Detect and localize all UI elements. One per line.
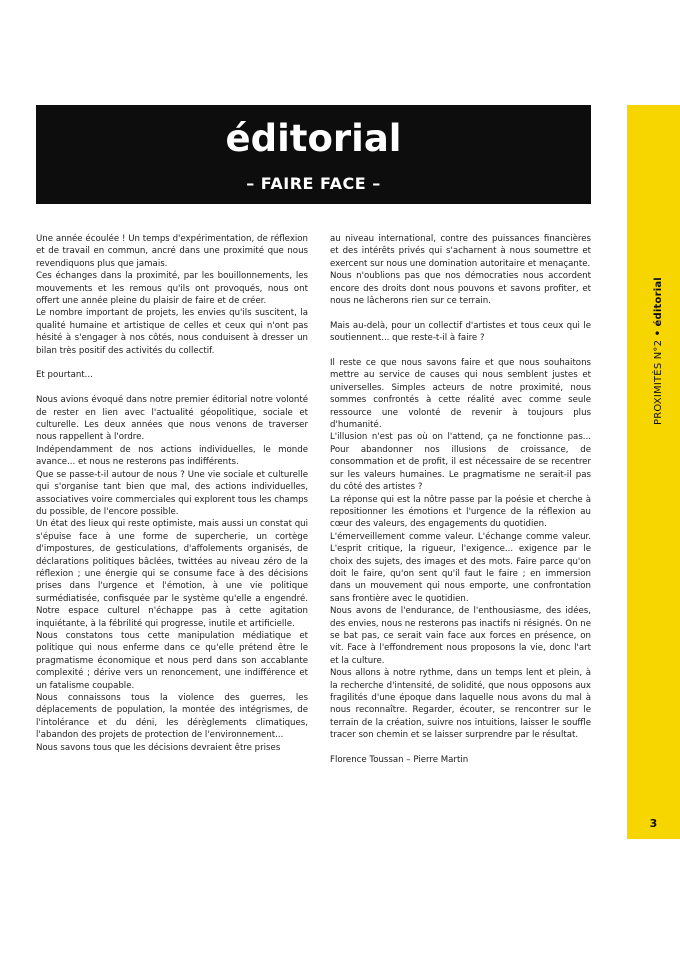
- paragraph: au niveau international, contre des puissances financières et des intérêts privés qui s'acharnent à nous soumettre et exercent sur nous une domination autoritaire et menaçante.: [330, 234, 591, 269]
- paragraph: Nous connaissons tous la violence des guerres, les déplacements de population, la montée des intégrismes, de l'intolérance et du déni, les dérèglements climatiques, l'abandon des projets de protection de l'environnement...: [36, 693, 308, 741]
- journal-name: PROXIMITÉS N°2: [653, 339, 664, 425]
- paragraph: L'émerveillement comme valeur. L'échange comme valeur. L'esprit critique, la rigueur, l'exigence... exigence par le choix des sujets, des images et des mots. Faire parce qu'on doit le faire, qu'on sent qu'il faut le faire ; en immersion dans un mouvement qui nous emporte, une confrontation sans frontière avec le quotidien.: [330, 531, 591, 604]
- paragraph-spacer: [330, 307, 591, 319]
- paragraph: Et pourtant...: [36, 370, 93, 381]
- running-header: [653, 277, 665, 425]
- separator-bullet: •: [653, 329, 664, 337]
- paragraph: Nous avons de l'endurance, de l'enthousiasme, des idées, des envies, nous ne resterons pas inactifs ni résignés. On ne se bat pas, ce serait vain face aux forces en présence, on vit. Face à l'effondrement nous proposons la vie, donc l'art et la culture.: [330, 606, 591, 666]
- paragraph: Ces échanges dans la proximité, par les bouillonnements, les mouvements et les remous qu'ils ont provoqués, nous ont offert une année pleine du plaisir de faire et de créer.: [36, 271, 308, 307]
- paragraph: Nous constatons tous cette manipulation médiatique et politique qui nous enferme dans ce qu'elle prétend être le pragmatisme économique et nous perd dans son accablante complexité ; dérive vers un renoncement, une indifférence et un fatalisme coupable.: [36, 630, 308, 691]
- editorial-header: [36, 105, 591, 204]
- paragraph-spacer: [36, 382, 308, 394]
- left-text-column: [36, 233, 308, 754]
- paragraph: Nous savons tous que les décisions devraient être prises: [36, 742, 281, 753]
- paragraph: Que se passe-t-il autour de nous ? Une vie sociale et culturelle qui s'organise tant bien que mal, des actions individuelles, associatives voire commerciales qui explorent tous les champs du possible, de l'encore possible.: [36, 469, 308, 517]
- paragraph: La réponse qui est la nôtre passe par la poésie et cherche à repositionner les émotions et l'urgence de la réflexion au cœur des valeurs, des engagements du quotidien.: [330, 494, 591, 530]
- sidebar-band: [627, 105, 680, 839]
- paragraph: Indépendamment de nos actions individuelles, le monde avance... et nous ne resterons pas indifférents.: [36, 444, 308, 468]
- right-text-column: [330, 233, 591, 766]
- paragraph: L'illusion n'est pas où on l'attend, ça ne fonctionne pas... Pour abandonner nos illusions de croissance, de consommation et de profit, il est nécessaire de se recentrer sur les valeurs humaines. Le pragmatisme ne serait-il pas du côté des artistes ?: [330, 432, 591, 493]
- page-subtitle: – FAIRE FACE –: [246, 174, 381, 193]
- paragraph: Un état des lieux qui reste optimiste, mais aussi un constat qui s'épuise face à une forme de supercherie, un cortège d'impostures, de gesticulations, d'affolements organisés, de déclarations politiques bâclées, twittées au niveau zéro de la réflexion ; une énergie qui se consume face à des décisions prises dans l'urgence et l'émotion, à une vie politique surmédiatisée, confisquée par le système qu'elle a engendré. Notre espace culturel n'échappe pas à cette agitation inquiétante, à la fébrilité qui progresse, inutile et artificielle.: [36, 519, 308, 629]
- section-name: éditorial: [653, 277, 664, 327]
- paragraph-spacer: [330, 742, 591, 754]
- paragraph-spacer: [36, 357, 308, 369]
- paragraph: Nous allons à notre rythme, dans un temps lent et plein, à la recherche d'intensité, de solidité, que nous opposons aux fragilités d'une époque dans laquelle nous avons du mal à nous reconnaître. Regarder, écouter, se rencontrer sur le terrain de la création, suivre nos intuitions, laisser le souffle tracer son chemin et se laisser surprendre par le résultat.: [330, 668, 591, 741]
- paragraph: Il reste ce que nous savons faire et que nous souhaitons mettre au service de causes qui nous semblent justes et universelles. Simples acteurs de notre proximité, nous sommes confrontés à cette réalité avec comme seule ressource une volonté de revenir à toujours plus d'humanité.: [330, 358, 591, 431]
- paragraph: Une année écoulée ! Un temps d'expérimentation, de réflexion et de travail en commun, ancré dans une proximité que nous revendiquons plus que jamais.: [36, 234, 308, 269]
- paragraph: Mais au-delà, pour un collectif d'artistes et tous ceux qui le soutiennent... que reste-t-il à faire ?: [330, 320, 591, 344]
- paragraph: Nous avions évoqué dans notre premier éditorial notre volonté de rester en lien avec l'actualité géopolitique, sociale et culturelle. Les deux années que nous venons de traverser nous rappellent à l'ordre.: [36, 395, 308, 443]
- paragraph: Nous n'oublions pas que nos démocraties nous accordent encore des droits dont nous pouvons et savons profiter, et nous ne lâcherons rien sur ce terrain.: [330, 271, 591, 307]
- paragraph: Florence Toussan – Pierre Martin: [330, 755, 469, 766]
- page-number: 3: [649, 817, 658, 830]
- paragraph-spacer: [330, 345, 591, 357]
- page-title: éditorial: [225, 117, 402, 160]
- paragraph: Le nombre important de projets, les envies qu'ils suscitent, la qualité humaine et artistique de celles et ceux qui n'ont pas hésité à s'engager à nos côtés, nous conduisent à dresser un bilan très positif des activités du collectif.: [36, 308, 308, 356]
